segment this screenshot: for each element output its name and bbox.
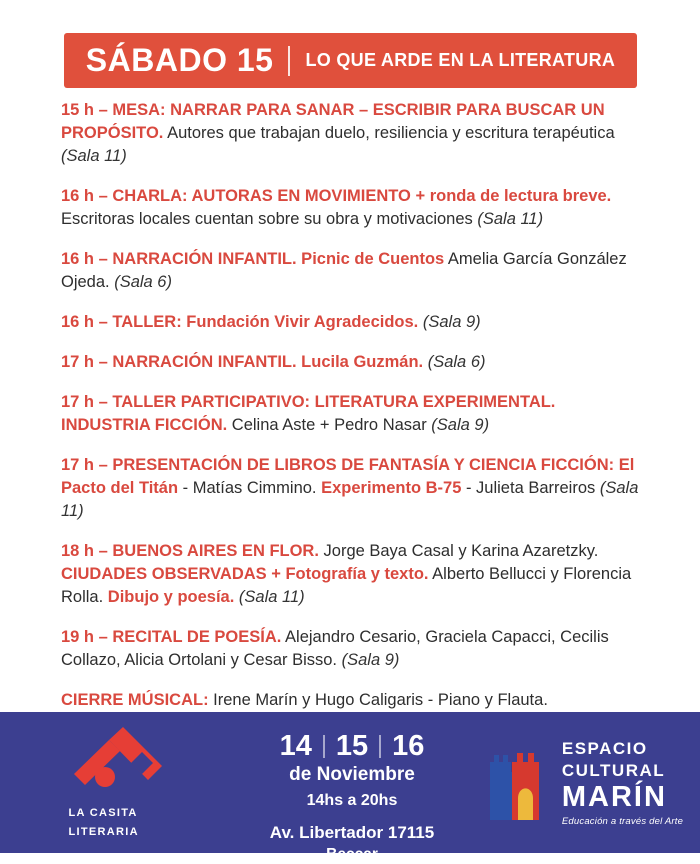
event-text-segment: (Sala 6) xyxy=(114,273,172,291)
event-item xyxy=(61,454,641,523)
event-text-segment: - Julieta Barreiros xyxy=(461,479,600,497)
event-text-segment: (Sala 11) xyxy=(61,147,127,165)
header-banner xyxy=(64,33,637,88)
event-text-segment: Experimento B-75 xyxy=(321,479,462,497)
footer-left-casita xyxy=(0,712,233,853)
casita-house-logo xyxy=(67,724,167,800)
event-text-segment: Escritoras locales cuentan sobre su obra y motivaciones xyxy=(61,210,478,228)
event-text-segment: - Matías Cimmino. xyxy=(178,479,322,497)
event-text-segment: Celina Aste + Pedro Nasar xyxy=(227,416,432,434)
marin-tagline: Educación a través del Arte xyxy=(561,815,684,827)
marin-line3: MARÍN xyxy=(561,781,667,814)
event-text-segment: (Sala 11) xyxy=(477,210,544,228)
footer-month: de Noviembre xyxy=(289,764,415,785)
date-number: 16 xyxy=(392,730,425,762)
event-text-segment: (Sala 9) xyxy=(341,651,400,669)
event-item xyxy=(61,311,641,334)
event-text-segment: (Sala 6) xyxy=(427,353,486,371)
event-text-segment: Dibujo y poesía. xyxy=(107,588,235,606)
event-text-segment: 18 h – BUENOS AIRES EN FLOR. xyxy=(61,542,319,560)
casita-name-line2: LITERARIA xyxy=(68,825,139,838)
event-text-segment: (Sala 11) xyxy=(238,588,305,606)
event-item xyxy=(61,689,641,712)
event-text-segment: 19 h – RECITAL DE POESÍA. xyxy=(61,628,282,646)
event-text-segment: Jorge Baya Casal y Karina Azaretzky. xyxy=(318,542,599,560)
banner-title: SÁBADO 15 xyxy=(85,42,274,78)
event-text-segment: (Sala 9) xyxy=(422,313,481,331)
event-text-segment: Alejandro Cesario, Graciela Capacci, Cecilis Collazo, Alicia Ortolani y Cesar Bisso. xyxy=(61,628,609,669)
castle-logo xyxy=(488,742,550,824)
footer-city: Beccar xyxy=(326,846,378,863)
casita-name xyxy=(69,804,165,841)
date-number: 15 xyxy=(335,730,369,762)
footer-dates xyxy=(233,732,471,761)
marin-text-block xyxy=(562,738,683,827)
event-item xyxy=(61,99,641,168)
banner-divider xyxy=(288,46,290,76)
event-text-segment: Amelia García González Ojeda. xyxy=(61,250,627,291)
event-item xyxy=(61,351,641,374)
event-item xyxy=(61,248,641,294)
footer-hours: 14hs a 20hs xyxy=(306,792,398,809)
events-list xyxy=(61,99,641,729)
banner-subtitle: LO QUE ARDE EN LA LITERATURA xyxy=(305,50,616,70)
event-text-segment: (Sala 11) xyxy=(61,479,639,520)
event-text-segment: CIUDADES OBSERVADAS + Fotografía y texto. xyxy=(61,565,429,583)
footer-center-info xyxy=(233,712,471,863)
footer-bar xyxy=(0,712,700,863)
event-text-segment: 17 h – PRESENTACIÓN DE LIBROS DE FANTASÍA Y CIENCIA FICCIÓN: El Pacto del Titán xyxy=(61,456,635,497)
event-text-segment: Alberto Bellucci y Florencia Rolla. xyxy=(61,565,632,606)
date-divider xyxy=(379,735,381,758)
footer-address: Av. Libertador 17115 xyxy=(269,823,435,842)
event-text-segment: 17 h – NARRACIÓN INFANTIL. Lucila Guzmán. xyxy=(61,353,424,371)
event-item xyxy=(61,391,641,437)
casita-name-line1: LA CASITA xyxy=(68,807,138,819)
event-text-segment: 16 h – CHARLA: AUTORAS EN MOVIMIENTO + ronda de lectura breve. xyxy=(61,187,612,205)
event-item xyxy=(61,185,641,231)
date-divider xyxy=(323,735,325,758)
event-item xyxy=(61,540,641,609)
event-text-segment: Autores que trabajan duelo, resiliencia y escritura terapéutica xyxy=(163,124,615,142)
event-text-segment: (Sala 9) xyxy=(431,416,490,434)
marin-line2: CULTURAL xyxy=(561,761,666,781)
event-text-segment: 17 h – TALLER PARTICIPATIVO: LITERATURA EXPERIMENTAL. INDUSTRIA FICCIÓN. xyxy=(61,393,556,434)
marin-line1: ESPACIO xyxy=(561,739,648,759)
event-text-segment: 16 h – TALLER: Fundación Vivir Agradecidos. xyxy=(61,313,419,331)
event-text-segment: 15 h – MESA: NARRAR PARA SANAR – ESCRIBIR PARA BUSCAR UN PROPÓSITO. xyxy=(61,101,605,142)
footer-right-marin xyxy=(471,712,700,853)
event-item xyxy=(61,626,641,672)
event-text-segment: Irene Marín y Hugo Caligaris - Piano y Flauta. xyxy=(208,691,548,709)
date-number: 14 xyxy=(279,730,312,762)
event-text-segment: CIERRE MÚSICAL: xyxy=(61,691,209,709)
event-text-segment: 16 h – NARRACIÓN INFANTIL. Picnic de Cuentos xyxy=(61,250,445,268)
